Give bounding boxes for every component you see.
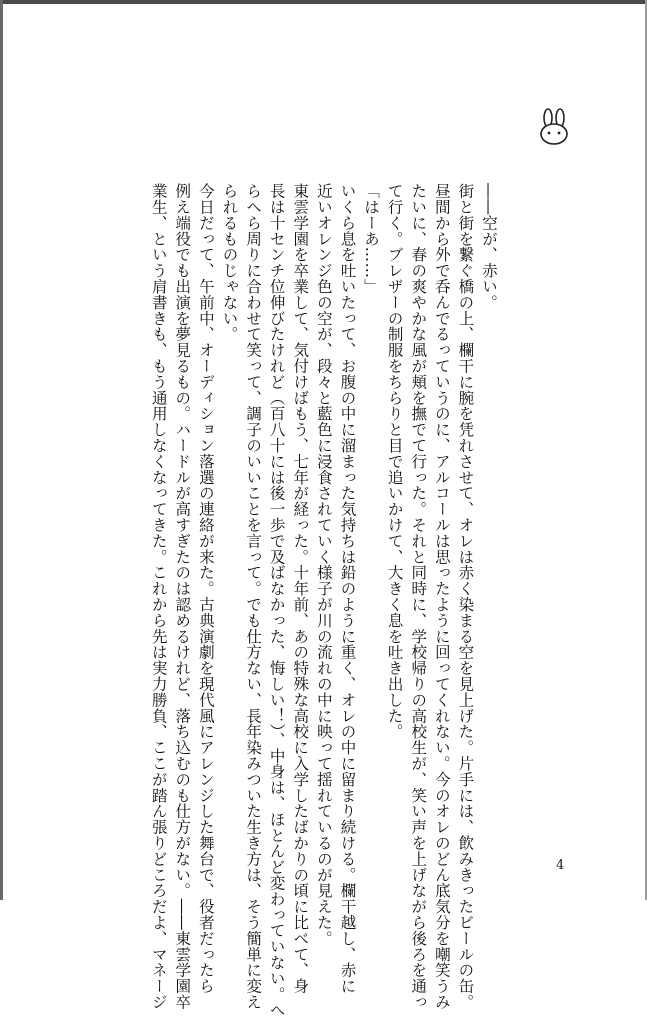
text-line: て行く。ブレザーの制服をちらりと目で追いかけて、大きく息を吐き出した。 — [385, 183, 404, 740]
text-line: らへら周りに合わせて笑って、調子のいいことを言って。でも仕方ない、長年染みついた生き方は、そう簡単に変え — [244, 183, 263, 1010]
text-line: 今日だって、午前中、オーディション落選の連絡が来た。古典演劇を現代風にアレンジした舞台で、役者だったら — [196, 183, 215, 994]
text-line: いくら息を吐いたって、お腹の中に溜まった気持ちは鉛のように重く、オレの中に留まり続ける。欄干越し、赤に — [338, 183, 357, 994]
vertical-text-body — [140, 183, 500, 1018]
page-number: 4 — [556, 858, 565, 873]
text-line: 例え端役でも出演を夢見るもの。ハードルが高すぎたのは認めるけれど、落ち込むのも仕方がない。――東雲学園卒 — [173, 183, 192, 1010]
rabbit-icon — [537, 108, 571, 146]
text-line: 街と街を繋ぐ橋の上、欄干に腕を凭れさせて、オレは赤く染まる空を見上げた。片手には、飲みきったビールの缶。 — [456, 183, 475, 1010]
text-line: 業生、という肩書きも、もう通用しなくなってきた。これから先は実力勝負、ここが踏ん張りどころだよ、マネージ — [149, 183, 168, 1010]
text-line: 近いオレンジ色の空が、段々と藍色に浸食されていく様子が川の流れの中に映って揺れているのが見えた。 — [314, 183, 333, 947]
text-line: たいに、春の爽やかな風が頬を撫でて行った。それと同時に、学校帰りの高校生が、笑い声を上げながら後ろを通っ — [409, 183, 428, 1010]
text-line: 「はーあ……」 — [362, 183, 381, 295]
text-line: られるものじゃない。 — [220, 183, 239, 342]
text-line: 昼間から外で呑んでるっていうのに、アルコールは思ったように回ってくれない。今のオレのどん底気分を嘲笑うみ — [432, 183, 451, 1010]
text-line: 東雲学園を卒業して、気付けばもう、七年が経った。十年前、あの特殊な高校に入学したばかりの頃に比べて、身 — [291, 183, 310, 994]
text-line: ――空が、赤い。 — [480, 183, 498, 311]
window-edge-top — [0, 0, 647, 4]
text-line: 長は十センチ位伸びたけれど（百八十には後一歩で及ばなかった、悔しい！）、中身は、ほとんど変わっていない。へ — [267, 183, 286, 1018]
window-edge-left — [0, 0, 3, 900]
